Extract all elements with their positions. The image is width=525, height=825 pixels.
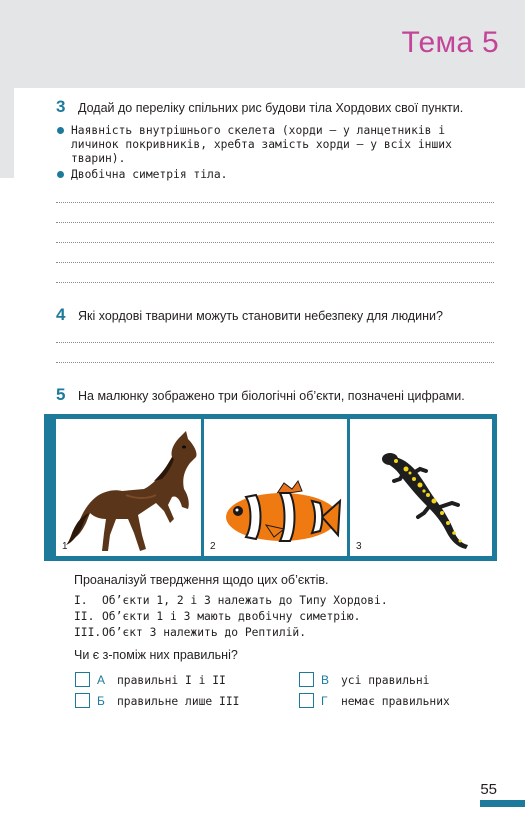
answer-line[interactable] bbox=[56, 282, 494, 283]
question-3 bbox=[56, 98, 463, 117]
panel-number: 3 bbox=[356, 541, 362, 552]
question-3-bullets bbox=[56, 124, 496, 184]
page-number-bar bbox=[480, 800, 525, 807]
option-letter: Г bbox=[321, 694, 328, 708]
salamander-image bbox=[350, 419, 492, 556]
option-checkbox[interactable] bbox=[299, 693, 314, 708]
statement-text: Об’єкти 1 і 3 мають двобічну симетрію. bbox=[102, 610, 361, 623]
option-text: правильні I і II bbox=[117, 674, 226, 687]
option-letter: В bbox=[321, 673, 330, 687]
option-letter: А bbox=[97, 673, 106, 687]
figure-frame bbox=[44, 414, 497, 561]
horse-image bbox=[56, 419, 201, 556]
statement-numeral: II. bbox=[74, 610, 95, 623]
answer-line[interactable] bbox=[56, 262, 494, 263]
question-3-number: 3 bbox=[56, 97, 66, 116]
answer-line[interactable] bbox=[56, 342, 494, 343]
question-5 bbox=[56, 386, 465, 405]
answer-line[interactable] bbox=[56, 202, 494, 203]
bullet-dot-icon bbox=[57, 127, 64, 134]
question-5-number: 5 bbox=[56, 385, 66, 404]
statement-3 bbox=[74, 626, 306, 639]
bullet-item bbox=[56, 168, 496, 182]
question-5-text: На малюнку зображено три біологічні об’єкти, позначені цифрами. bbox=[78, 389, 465, 403]
question-4 bbox=[56, 306, 443, 325]
answer-line[interactable] bbox=[56, 362, 494, 363]
option-checkbox[interactable] bbox=[75, 672, 90, 687]
topic-title: Тема 5 bbox=[401, 26, 499, 59]
statement-numeral: I. bbox=[74, 594, 88, 607]
question-4-number: 4 bbox=[56, 305, 66, 324]
statement-2 bbox=[74, 610, 360, 623]
page-number: 55 bbox=[480, 781, 497, 798]
instruction-text: Проаналізуй твердження щодо цих об’єктів. bbox=[74, 573, 329, 587]
statement-text: Об’єкти 1, 2 і 3 належать до Типу Хордові. bbox=[102, 594, 388, 607]
statement-text: Об’єкт 3 належить до Рептилій. bbox=[102, 626, 307, 639]
question-3-text: Додай до переліку спільних рис будови тіла Хордових свої пункти. bbox=[78, 101, 464, 115]
choice-question: Чи є з-поміж них правильні? bbox=[74, 648, 238, 662]
option-text: правильне лише III bbox=[117, 695, 240, 708]
panel-number: 1 bbox=[62, 541, 68, 552]
bullet-text: Двобічна симетрія тіла. bbox=[71, 168, 228, 181]
option-text: усі правильні bbox=[341, 674, 430, 687]
bullet-text: Наявність внутрішнього скелета (хорди — у ланцетників і личинок покривників, хребта замість хорди — у всіх інших тварин). bbox=[71, 124, 452, 165]
panel-number: 2 bbox=[210, 541, 216, 552]
question-4-text: Які хордові тварини можуть становити небезпеку для людини? bbox=[78, 309, 443, 323]
option-checkbox[interactable] bbox=[299, 672, 314, 687]
fish-image bbox=[204, 419, 347, 556]
statement-numeral: III. bbox=[74, 626, 102, 639]
answer-line[interactable] bbox=[56, 242, 494, 243]
option-letter: Б bbox=[97, 694, 105, 708]
panel-horse bbox=[56, 419, 201, 556]
answer-line[interactable] bbox=[56, 222, 494, 223]
bullet-dot-icon bbox=[57, 171, 64, 178]
panel-fish bbox=[204, 419, 347, 556]
left-margin-band bbox=[0, 88, 14, 178]
panel-salamander bbox=[350, 419, 492, 556]
bullet-item bbox=[56, 124, 496, 166]
option-checkbox[interactable] bbox=[75, 693, 90, 708]
option-text: немає правильних bbox=[341, 695, 450, 708]
statement-1 bbox=[74, 594, 388, 607]
